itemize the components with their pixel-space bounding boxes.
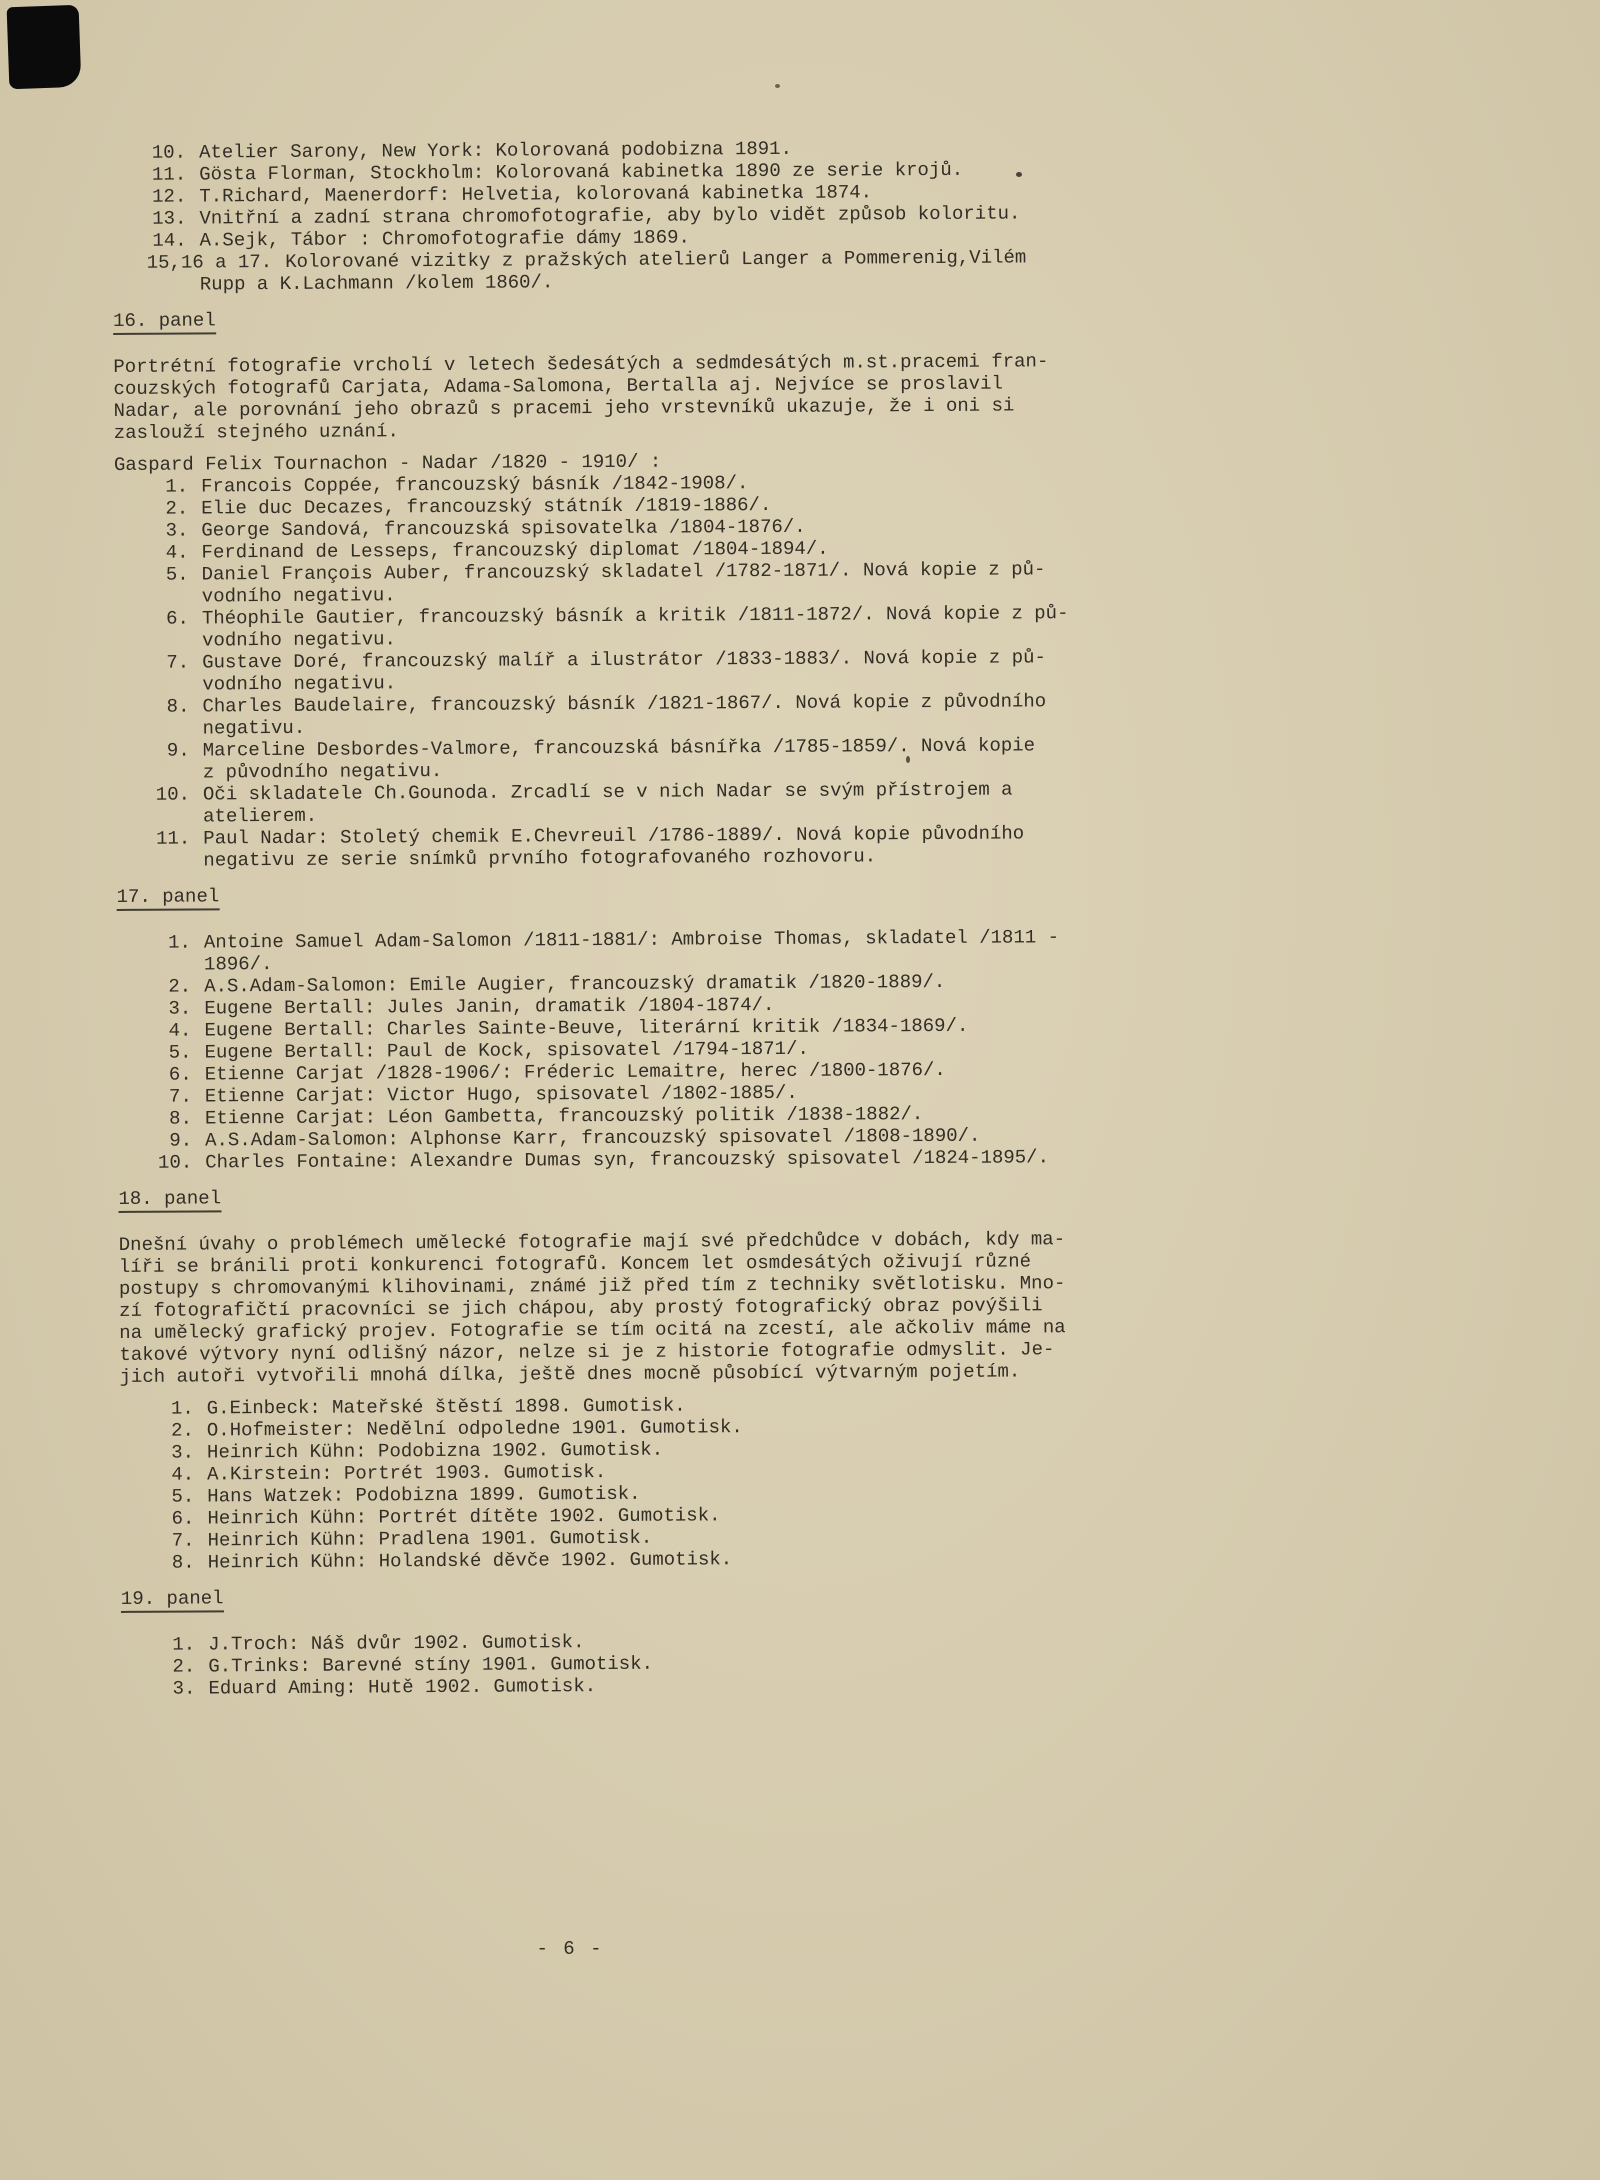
panel-18-intro: Dnešní úvahy o problémech umělecké fotografie mají své předchůdce v dobách, kdy ma- líři se bránili proti konkurenci fotografů. Koncem let osmdesátých oživují různé postupy s chromovanými klihovinami, známé již před tím z techniky světlotisku. Mno- zí fotografičtí pracovníci se jich chápou, aby prostý fotografický obraz povýšili na umělecký grafický projev. Fotografie se tím ocitá na zcestí, ale ačkoliv máme na takové výtvory nyní odlišný názor, nelze si je z historie fotografie odmyslit. Je- jich autoři vytvořili mnohá dílka, ještě dnes mocně působící výtvarným pojetím. [118,1228,1066,1388]
list-item-number: 1. [170,1397,194,1420]
list-item-number: 8. [171,1551,195,1574]
list-item-text: A.S.Adam-Salomon: Emile Augier, francouzský dramatik /1820-1889/. [204,970,946,998]
list-item-number: 2. [165,497,189,520]
panel-17-heading-text: 17. panel [117,885,220,911]
list-item-number: 1. [168,931,191,954]
list-item-number: 4. [171,1463,195,1486]
page-content [112,136,1161,1700]
list-item-text: A.Kirstein: Portrét 1903. Gumotisk. [207,1461,607,1486]
list-item-text: Eugene Bertall: Jules Janin, dramatik /1804-1874/. [204,993,775,1020]
list-item-number: 2. [172,1655,196,1678]
list-item-number: 11. [151,163,187,186]
list-item-text: Etienne Carjat /1828-1906/: Fréderic Lemaitre, herec /1800-1876/. [204,1058,946,1086]
panel-17-list [151,926,1158,1174]
panel-18-heading-text: 18. panel [118,1187,221,1213]
list-item-text: Heinrich Kühn: Portrét dítěte 1902. Gumotisk. [207,1504,721,1530]
list-item-number: 7. [168,1085,192,1108]
list-item-number: 13. [152,207,187,230]
list-item-text: G.Einbeck: Mateřské štěstí 1898. Gumotisk. [206,1394,686,1420]
list-item-number: 6. [171,1507,195,1530]
list-item-number: 6. [166,607,189,630]
list-item [149,558,1155,608]
list-item [150,778,1156,828]
panel-16-heading-text: 16. panel [113,309,216,335]
list-item-text: Eduard Aming: Hutě 1902. Gumotisk. [208,1675,597,1700]
panel-19-heading-text: 19. panel [121,1587,224,1613]
list-item-number: 15,16 a 17. [146,251,273,274]
list-item-number: 7. [166,651,190,674]
list-item-text: Kolorované vizitky z pražských atelierů Langer a Pommerenig,Vilém Rupp a K.Lachmann /kolem 1860/. [199,246,1027,296]
list-item-number: 10. [157,1151,193,1174]
list-item-text: Vnitřní a zadní strana chromofotografie, aby bylo vidět způsob koloritu. [199,202,1021,230]
list-item-text: Heinrich Kühn: Holandské děvče 1902. Gumotisk. [207,1548,733,1574]
list-item-text: Heinrich Kühn: Podobizna 1902. Gumotisk. [206,1438,664,1464]
list-item-number: 6. [168,1063,192,1086]
panel-16-list [148,470,1156,872]
list-item-text: George Sandová, francouzská spisovatelka /1804-1876/. [201,515,806,542]
list-item-text: T.Richard, Maenerdorf: Helvetia, kolorovaná kabinetka 1874. [199,181,873,208]
list-item-number: 1. [165,475,189,498]
list-item-number: 11. [155,827,191,850]
list-item-number: 2. [170,1419,194,1442]
list-item-text: Francois Coppée, francouzský básník /1842-1908/. [201,472,749,498]
panel-17-heading [117,880,1157,908]
intro-list [146,136,1153,296]
list-item-number: 14. [152,229,187,252]
list-item-number: 10. [151,141,187,164]
list-item [147,246,1153,296]
list-item-number: 3. [168,997,192,1020]
list-item-number: 3. [172,1677,196,1700]
panel-16-heading [113,304,1153,332]
list-item-number: 7. [171,1529,195,1552]
list-item-number: 8. [169,1107,193,1130]
list-item [149,690,1155,740]
list-item-text: Gösta Florman, Stockholm: Kolorovaná kabinetka 1890 ze serie krojů. [199,158,964,186]
ink-speck [775,84,780,88]
list-item-text: Antoine Samuel Adam-Salomon /1811-1881/: Ambroise Thomas, skladatel /1811 - 1896/. [203,926,1060,976]
list-item-text: Paul Nadar: Stoletý chemik E.Chevreuil /1786-1889/. Nová kopie původního negativu ze serie snímků prvního fotografovaného rozhovoru. [203,822,1025,872]
panel-19-heading [121,1582,1161,1610]
list-item-number: 1. [172,1633,196,1656]
scan-corner-artifact [7,5,82,89]
list-item-text: Charles Baudelaire, francouzský básník /1821-1867/. Nová kopie z původního negativu. [202,690,1047,740]
panel-16-subheading: Gaspard Felix Tournachon - Nadar /1820 - 1910/ : [113,450,662,476]
list-item-number: 5. [171,1485,195,1508]
list-item-text: Eugene Bertall: Paul de Kock, spisovatel /1794-1871/. [204,1037,809,1064]
list-item-text: J.Troch: Náš dvůr 1902. Gumotisk. [208,1631,585,1656]
page-number: - 6 - [536,1938,604,1960]
list-item-text: Ferdinand de Lesseps, francouzský diplomat /1804-1894/. [201,537,829,564]
list-item-text: Daniel François Auber, francouzský skladatel /1782-1871/. Nová kopie z pů- vodního negativu. [201,558,1046,608]
list-item-number: 9. [169,1129,193,1152]
list-item [150,734,1156,784]
panel-16-intro: Portrétní fotografie vrcholí v letech šedesátých a sedmdesátých m.st.pracemi fran- couzských fotografů Carjata, Adama-Salomona, Bertalla aj. Nejvíce se proslavil Nadar, ale porovnání jeho obrazů s pracemi jeho vrstevníků ukazuje, že i oni si zaslouží stejného uznání. [113,350,1049,444]
list-item-text: Elie duc Decazes, francouzský státník /1819-1886/. [201,493,772,520]
list-item-text: Charles Fontaine: Alexandre Dumas syn, francouzský spisovatel /1824-1895/. [205,1146,1050,1174]
list-item-number: 3. [171,1441,195,1464]
panel-18-list [154,1392,1161,1574]
list-item-text: Atelier Sarony, New York: Kolorovaná podobizna 1891. [198,137,793,164]
list-item-number: 5. [165,563,189,586]
list-item-text: Etienne Carjat: Victor Hugo, spisovatel /1802-1885/. [204,1081,798,1108]
list-item-number: 10. [155,783,191,806]
list-item-text: Gustave Doré, francouzský malíř a ilustrátor /1833-1883/. Nová kopie z pů- vodního negativu. [202,646,1046,696]
list-item-number: 4. [165,541,189,564]
list-item-text: O.Hofmeister: Nedělní odpoledne 1901. Gumotisk. [206,1416,743,1442]
list-item-text: Hans Watzek: Podobizna 1899. Gumotisk. [207,1482,641,1508]
list-item-number: 2. [168,975,192,998]
list-item-number: 9. [166,739,190,762]
list-item-text: Eugene Bertall: Charles Sainte-Beuve, literární kritik /1834-1869/. [204,1014,969,1042]
list-item [150,822,1156,872]
list-item-text: A.S.Adam-Salomon: Alphonse Karr, francouzský spisovatel /1808-1890/. [205,1124,981,1152]
list-item-text: Oči skladatele Ch.Gounoda. Zrcadlí se v nich Nadar se svým přístrojem a atelierem. [202,778,1013,828]
list-item-number: 12. [152,185,187,208]
list-item-text: A.Sejk, Tábor : Chromofotografie dámy 1869. [199,226,690,252]
list-item-number: 5. [168,1041,192,1064]
list-item-number: 8. [166,695,190,718]
list-item-number: 4. [168,1019,192,1042]
panel-18-heading [118,1182,1158,1210]
panel-19-list [155,1628,1161,1700]
list-item-text: Etienne Carjat: Léon Gambetta, francouzský politik /1838-1882/. [204,1103,924,1130]
list-item-text: Marceline Desbordes-Valmore, francouzská básnířka /1785-1859/. Nová kopie z původního negativu. [202,734,1036,784]
list-item-number: 3. [165,519,189,542]
list-item-text: G.Trinks: Barevné stíny 1901. Gumotisk. [208,1652,654,1678]
list-item-text: Théophile Gautier, francouzský básník a kritik /1811-1872/. Nová kopie z pů- vodního negativu. [201,602,1069,652]
list-item [149,602,1155,652]
list-item [149,646,1155,696]
list-item [151,926,1157,976]
list-item-text: Heinrich Kühn: Pradlena 1901. Gumotisk. [207,1526,653,1552]
